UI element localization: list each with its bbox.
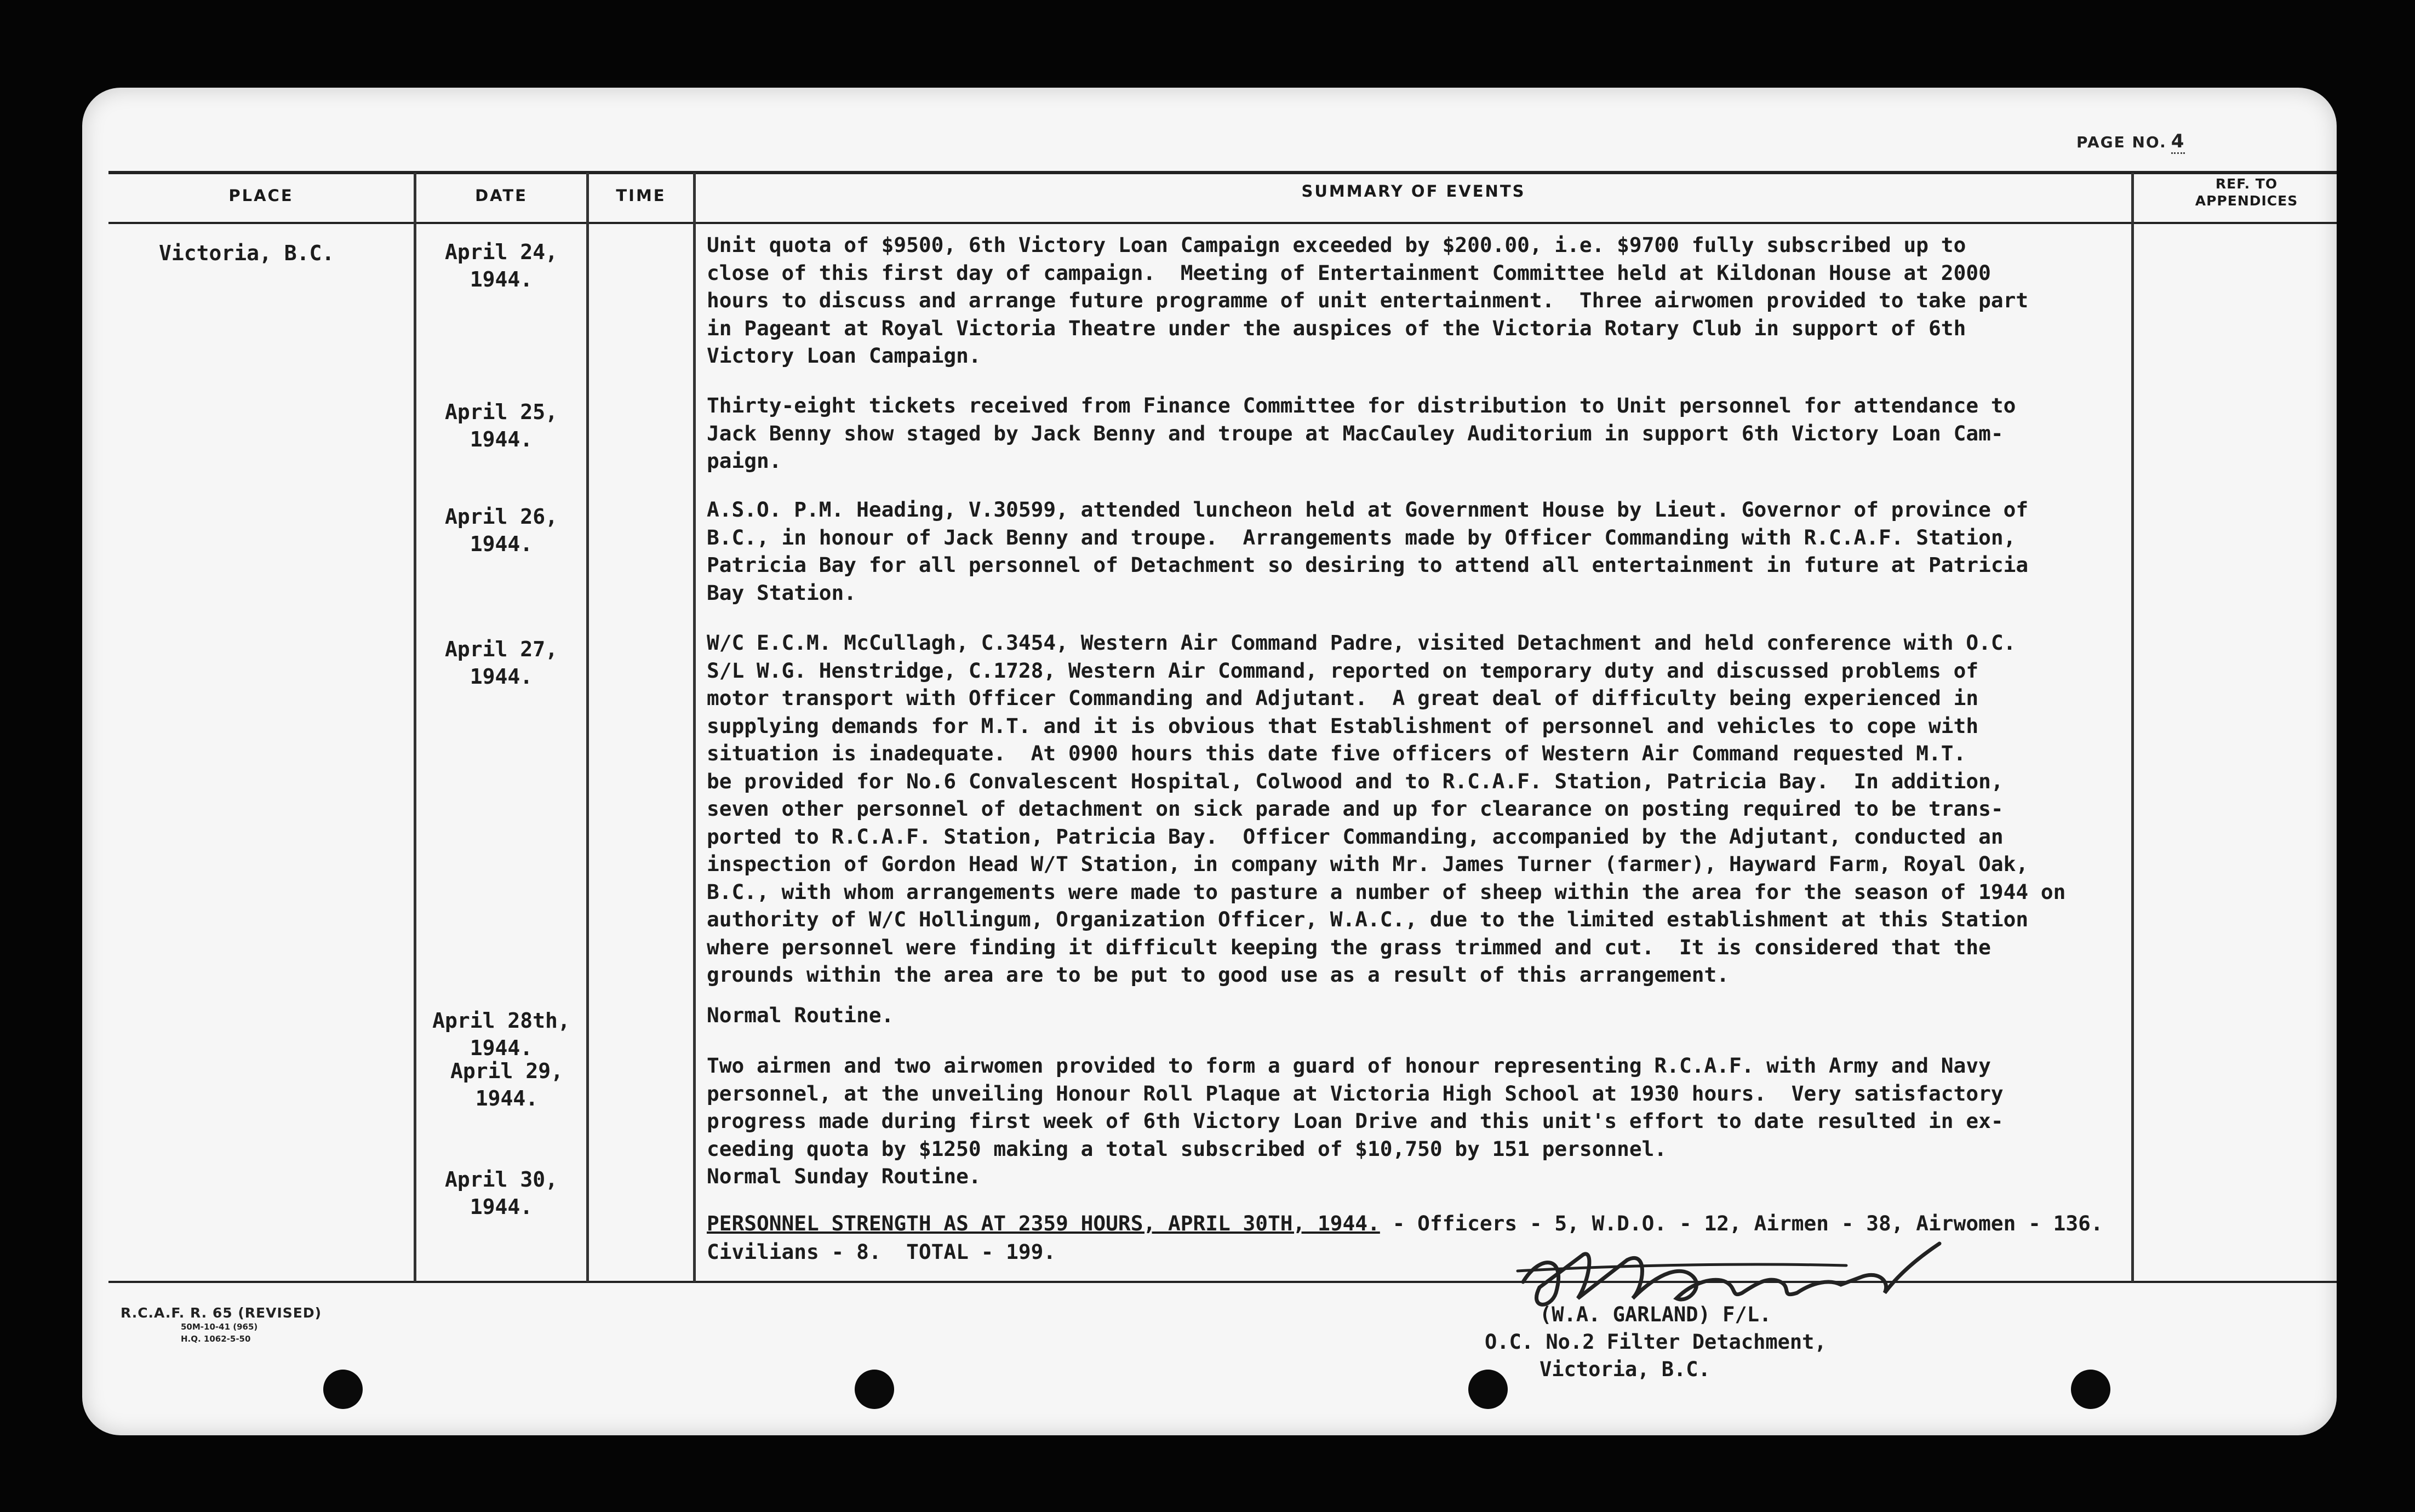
event-entry: Two airmen and two airwomen provided to form a guard of honour representing R.C.A.F. with Army and Navy personnel, at the unveiling Honour Roll Plaque at Victoria High School at 1930 hours. Very satisfactory progress made during first week of 6th Victory Loan Drive and this unit's effort to date resulted in ex- ceeding quota by $1250 making a total subscribed of $10,750 by 151 personnel. (707, 1053, 2004, 1161)
column-header-time: TIME (616, 186, 666, 205)
form-number: R.C.A.F. R. 65 (REVISED) (121, 1305, 322, 1321)
page-number-value: 4 (2171, 130, 2185, 154)
date-cell: April 26, 1944. (445, 505, 558, 556)
column-header-place: PLACE (228, 186, 294, 205)
date-cell: April 30, 1944. (445, 1167, 558, 1219)
event-entry: A.S.O. P.M. Heading, V.30599, attended luncheon held at Government House by Lieut. Governor of province of B.C., in honour of Jack Benny and troupe. Arrangements made by Officer Commanding with R.C.A.F. Station, Patricia Bay for all personnel of Detachment so desiring to attend all entertainment in future at Patricia Bay Station. (707, 497, 2029, 605)
page-number (2076, 130, 2185, 152)
binder-hole (855, 1370, 894, 1409)
signatory-title: O.C. No.2 Filter Detachment, (1485, 1330, 1827, 1354)
strength-heading: PERSONNEL STRENGTH AS AT 2359 HOURS, APRIL 30TH, 1944. (707, 1211, 1380, 1235)
diary-form-card (82, 88, 2337, 1435)
signatory-name: (W.A. GARLAND) F/L. (1540, 1303, 1772, 1326)
col-rule-time (693, 173, 696, 1282)
signature-stroke (1523, 1244, 1939, 1304)
strength-detail: - Officers - 5, W.D.O. - 12, Airmen - 38, Airwomen - 136. (1380, 1211, 2103, 1235)
binder-hole (1468, 1370, 1508, 1409)
column-header-ref: REF. TO APPENDICES (2195, 176, 2298, 209)
col-rule-place (414, 173, 416, 1282)
header-rule (108, 222, 2337, 224)
column-header-date: DATE (475, 186, 528, 205)
signatory-place: Victoria, B.C. (1540, 1358, 1710, 1381)
event-entry: Thirty-eight tickets received from Finance Committee for distribution to Unit personnel for attendance to Jack Benny show staged by Jack Benny and troupe at MacCauley Auditorium in support 6th Victory Loan Cam- paign. (707, 393, 2016, 473)
place-cell: Victoria, B.C. (159, 241, 335, 265)
event-entry: Unit quota of $9500, 6th Victory Loan Campaign exceeded by $200.00, i.e. $9700 fully subscribed up to close of this first day of campaign. Meeting of Entertainment Committee held at Kildonan House at 2000 hours to discuss and arrange future programme of unit entertainment. Three airwomen provided to take part in Pageant at Royal Victoria Theatre under the auspices of the Victoria Rotary Club in support of 6th Victory Loan Campaign. (707, 233, 2029, 368)
binder-hole (323, 1370, 363, 1409)
col-rule-date (586, 173, 589, 1282)
binder-hole (2071, 1370, 2110, 1409)
strength-total: Civilians - 8. TOTAL - 199. (707, 1240, 1056, 1264)
event-entry: W/C E.C.M. McCullagh, C.3454, Western Air Command Padre, visited Detachment and held conference with O.C. S/L W.G. Henstridge, C.1728, Western Air Command, reported on temporary duty and discussed problems of motor transport with Officer Commanding and Adjutant. A great deal of difficulty being experienced in supplying demands for M.T. and it is obvious that Establishment of personnel and vehicles to cope with situation is inadequate. At 0900 hours this date five officers of Western Air Command requested M.T. be provided for No.6 Convalescent Hospital, Colwood and to R.C.A.F. Station, Patricia Bay. In addition, seven other personnel of detachment on sick parade and up for clearance on posting required to be trans- ported to R.C.A.F. Station, Patricia Bay. Officer Commanding, accompanied by the Adjutant, conducted an inspection of Gordon Head W/T Station, in company with Mr. James Turner (farmer), Hayward Farm, Royal Oak, B.C., with whom arrangements were made to pasture a number of sheep within the area for the season of 1944 on authority of W/C Hollingum, Organization Officer, W.A.C., due to the limited establishment at this Station where personnel were finding it difficult keeping the grass trimmed and cut. It is considered that the grounds within the area are to be put to good use as a result of this arrangement. (707, 631, 2066, 987)
top-rule (108, 171, 2337, 174)
date-cell: April 24, 1944. (445, 240, 558, 291)
date-cell: April 27, 1944. (445, 637, 558, 689)
form-print-line: H.Q. 1062-5-50 (181, 1334, 251, 1344)
date-cell: April 28th, 1944. (432, 1009, 570, 1060)
personnel-strength (707, 1210, 2285, 1238)
event-entry: Normal Sunday Routine. (707, 1164, 981, 1188)
page-number-label: PAGE NO. (2076, 133, 2167, 151)
signature-block (1485, 1301, 1827, 1383)
form-print-line: 50M-10-41 (965) (181, 1322, 258, 1332)
form-identifier (121, 1305, 322, 1345)
date-cell: April 29, 1944. (450, 1059, 563, 1110)
date-cell: April 25, 1944. (445, 400, 558, 451)
column-header-summary: SUMMARY OF EVENTS (1301, 182, 1526, 201)
event-entry: Normal Routine. (707, 1003, 894, 1027)
